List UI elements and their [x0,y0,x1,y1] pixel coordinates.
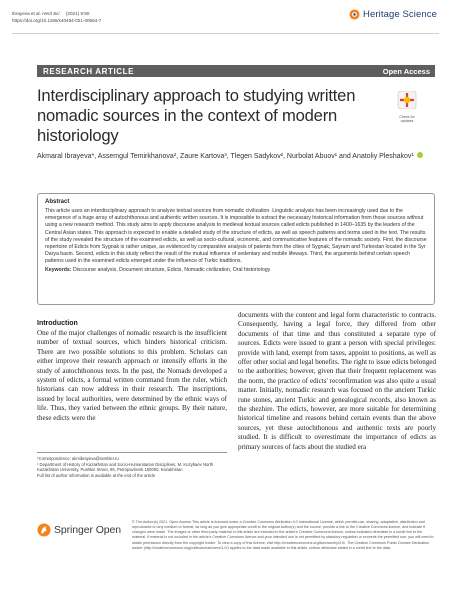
license-notice: © The Author(s) 2021. Open Access This article is licensed under a Creative Commons Attribution 4.0 International License, which permits use, sharing, adaptation, distribution and reproduction in any medium or format, as long as you give appropriate credit to the original author(s) and the source, provide a link to the Creative Commons licence, and indicate if changes were made. The images or other third party material in this article are included in the article's Creative Commons licence, unless indicated otherwise in a credit line to the material. If material is not included in the article's Creative Commons licence and your intended use is not permitted by statutory regulation or exceeds the permitted use, you will need to obtain permission directly from the copyright holder. To view a copy of this licence, visit http://creativecommons.org/licenses/by/4.0/. The Creative Commons Public Domain Dedication waiver (http://creativecommons.org/publicdomain/zero/1.0/) applies to the data made available in this article, unless otherwise stated in a credit line to the data. [132,520,434,550]
author-list [37,152,435,162]
heritage-science-logo-icon [349,9,360,20]
continued-paragraph: documents with the content and legal form characteristic to contracts. Consequently, having a legal force, they differed from other documents of that time and thus constituted a separate type of sources. Edicts were issued to grant a person with special privileges: provide with land, exempt from taxes, appoint to positions, as well as offer other social and legal benefits. The right to issue edicts belonged to the authorities; however, given that their frequent replacement was the norm, the practice of edicts' reconfirmation was also quite a usual matter. Initially, nomadic research was focused on the ancient Turkic rune stones, ancient Turkic and genealogical records, also known as the shezhire. The edicts, however, are more suitable for determining historical timeline and reasons behind certain events than the above sources, yet these autochthonous and authentic texts are poorly studied. It is difficult to overestimate the importance of edicts as primary sources of facts about the studied era [238,311,436,451]
right-column [238,311,436,452]
affiliation-note: ¹ Department of History of Kazakhstan and Socio-Humanitarian Disciplines, M. Kozybaev North Kazakhstan University, Pushkin Street, 86, Petropavlovsk 150000, Kazakhstan [37,461,214,473]
article-type-banner [37,65,435,77]
keywords-text: Discourse analysis, Document structure, Edicts, Nomadic civilization, Oral historiology [72,267,271,274]
doi-link[interactable]: https://doi.org/10.1186/s40494-021-00564-7 [12,17,102,23]
introduction-paragraph: One of the major challenges of nomadic research is the insufficient number of textual sources, which hinders historical criticism. There are two possible solutions to this problem. Scholars can either improve their research approach or intensify efforts in the study of autochthonous texts. In the past, the Nomads developed a system of edicts, a formal written command from the ruler, which historians can now address in their research. The inscriptions, issued by local authorities, were determined by the ethnic ways of life. Thus, they varied between the ethnic groups. By their nature, these edicts were the [37,329,227,422]
abstract-box [37,193,435,305]
citation-year-pages: (2021) 9:90 [65,11,90,16]
introduction-heading: Introduction [37,320,78,327]
springer-horse-icon [37,523,51,537]
keywords-line [45,267,427,274]
check-for-updates-badge[interactable] [396,91,418,123]
crossmark-icon [396,91,418,109]
authors-text: Akmaral Ibrayeva*, Assemgul Temirkhanova², Zaure Kartova³, Tlegen Sadykov², Nurbolat Abuov¹ and Anatoliy Pleshakov¹ [37,153,414,160]
article-type: RESEARCH ARTICLE [43,66,135,76]
citation-authors: Ibrayeva et al. [12,11,41,16]
correspondence-note[interactable]: *Correspondence: akmibrayeva@rambler.ru [37,456,119,461]
keywords-label: Keywords: [45,267,72,274]
orcid-icon[interactable] [417,152,423,158]
crossmark-label: Check for updates [399,115,415,123]
publisher-name: Springer Open [54,524,121,536]
journal-brand[interactable] [349,9,437,20]
left-column [37,320,227,423]
header-divider [12,33,439,34]
abstract-heading: Abstract [45,199,70,205]
abstract-text: This article uses an interdisciplinary approach to analyze textual sources from nomadic civilization. Linguistic analysis has been increasingly used due to the emergence of a huge array of autochthonous and authentic written sources. It is impossible to extract the necessary historical information from those sources without using a new research method. This study aims to apply discourse analysis to medieval textual sources called edicts published in 1400–1635 by the leaders of the Central Asian states. This approach is expected to enable a detailed study of the structure of edicts, as well as speech patterns and terms used in the text. The results of the study revealed the structure of the examined edicts, as well as socio-cultural, economic, and communicative features of the nomadic society. First, the discourse repertoire of Edicts from Sygnak is rather unique, as evidenced by comparative analysis of patents from the cities of Sygnak, Sayram and Turkestan located in the Syr Darya basin. Second, edicts in this study reflect the result of the mutual influence of sedentary and mobile lifeways. Third, the arguments behind certain speech patterns used in the examined edicts emerged under the influence of Turkic traditions. [45,208,427,265]
journal-name: Heritage Science [363,9,437,20]
citation-journal: Herit Sci [42,11,60,16]
author-info-note: Full list of author information is available at the end of the article [37,473,156,479]
article-title: Interdisciplinary approach to studying written nomadic sources in the context of modern historiology [37,86,356,145]
open-access-label: Open Access [382,66,430,76]
publisher-logo[interactable] [37,523,121,537]
footnotes [37,452,227,479]
citation-block [12,11,101,24]
